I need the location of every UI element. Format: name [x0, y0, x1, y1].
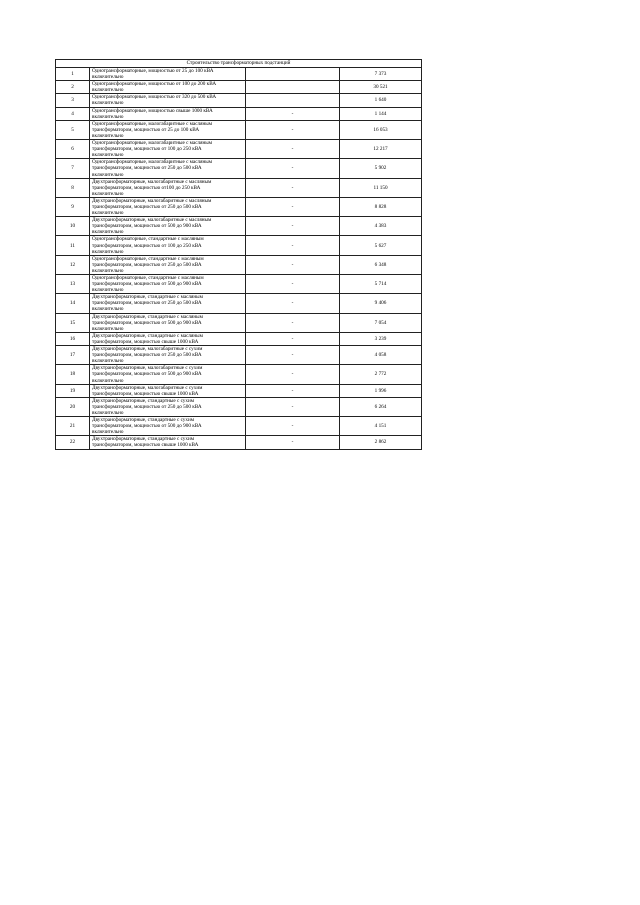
row-value: 4 058: [340, 346, 422, 365]
row-description: [90, 68, 246, 81]
table-row: [56, 159, 422, 178]
table-row: [56, 294, 422, 313]
row-marker: -: [246, 255, 340, 274]
row-marker: [246, 94, 340, 107]
table-row: [56, 107, 422, 120]
row-description-text: Однотрансформаторные, малогабаритные с масляным трансформатором, мощностью от 250 до 500 кВА включительно: [92, 159, 213, 178]
table-row: [56, 217, 422, 236]
row-number: 12: [56, 255, 90, 274]
row-value: 7 373: [340, 68, 422, 81]
row-number: 9: [56, 197, 90, 216]
row-marker: -: [246, 397, 340, 416]
row-number: 13: [56, 275, 90, 294]
row-description: [90, 159, 246, 178]
table-row: [56, 384, 422, 397]
table-row: [56, 236, 422, 255]
row-number: 1: [56, 68, 90, 81]
row-description-text: Двухтрансформаторные, стандартные с масляным трансформатором, мощностью от 250 до 500 кВА включительно: [92, 294, 203, 313]
row-description-text: Двухтрансформаторные, малогабаритные с сухим трансформатором, мощностью свыше 1000 кВА: [92, 384, 203, 397]
row-number: 11: [56, 236, 90, 255]
row-value: 16 053: [340, 120, 422, 139]
row-description-text: Двухтрансформаторные, малогабаритные с сухим трансформатором, мощностью от 250 до 500 кВА включительно: [92, 346, 203, 365]
row-description: [90, 417, 246, 436]
row-description: [90, 255, 246, 274]
row-description: [90, 236, 246, 255]
row-description-text: Двухтрансформаторные, стандартные с масляным трансформатором, мощностью свыше 1000 кВА: [92, 332, 203, 345]
row-marker: -: [246, 236, 340, 255]
row-marker: -: [246, 107, 340, 120]
row-number: 10: [56, 217, 90, 236]
row-description-text: Однотрансформаторные, малогабаритные с масляным трансформатором, мощностью от 100 до 250 кВА включительно: [92, 140, 213, 159]
row-description-text: Однотрансформаторные, стандартные с масляным трансформатором, мощностью от 500 до 900 кВА включительно: [92, 275, 204, 294]
row-value: 1 996: [340, 384, 422, 397]
row-number: 18: [56, 365, 90, 384]
row-description-text: Двухтрансформаторные, стандартные с сухим трансформатором, мощностью от 250 до 500 кВА включительно: [92, 397, 202, 416]
row-description: [90, 294, 246, 313]
row-marker: -: [246, 436, 340, 449]
row-value: 8 828: [340, 197, 422, 216]
row-description: [90, 275, 246, 294]
row-marker: -: [246, 346, 340, 365]
row-description: [90, 332, 246, 345]
table-row: [56, 275, 422, 294]
row-description-text: Однотрансформаторные, мощностью свыше 1000 кВА включительно: [92, 107, 213, 120]
row-description-text: Двухтрансформаторные, стандартные с сухим трансформатором, мощностью от 500 до 900 кВА включительно: [92, 417, 202, 436]
row-description: [90, 346, 246, 365]
row-description-text: Двухтрансформаторные, малогабаритные с масляным трансформатором, мощностью от100 до 250 кВА включительно: [92, 178, 212, 197]
row-marker: -: [246, 275, 340, 294]
table-row: [56, 346, 422, 365]
row-marker: -: [246, 178, 340, 197]
row-description-text: Однотрансформаторные, мощностью от 100 до 200 кВА включительно: [92, 81, 217, 94]
row-value: 9 406: [340, 294, 422, 313]
row-description: [90, 140, 246, 159]
row-marker: -: [246, 365, 340, 384]
row-description-text: Двухтрансформаторные, стандартные с сухим трансформатором, мощностью свыше 1000 кВА: [92, 436, 199, 449]
row-number: 15: [56, 313, 90, 332]
row-description: [90, 120, 246, 139]
row-value: 3 239: [340, 332, 422, 345]
row-marker: [246, 81, 340, 94]
row-number: 16: [56, 332, 90, 345]
row-number: 5: [56, 120, 90, 139]
row-marker: [246, 68, 340, 81]
row-number: 6: [56, 140, 90, 159]
table-row: [56, 197, 422, 216]
price-table: [55, 59, 422, 450]
row-description-text: Двухтрансформаторные, малогабаритные с сухим трансформатором, мощностью от 500 до 900 кВА включительно: [92, 365, 203, 384]
row-description: [90, 178, 246, 197]
table-row: [56, 397, 422, 416]
row-value: 1 640: [340, 94, 422, 107]
row-marker: -: [246, 159, 340, 178]
row-value: 12 217: [340, 140, 422, 159]
row-marker: -: [246, 294, 340, 313]
row-description-text: Двухтрансформаторные, малогабаритные с масляным трансформатором, мощностью от 250 до 500 кВА включительно: [92, 197, 212, 217]
row-description: [90, 365, 246, 384]
row-value: 4 151: [340, 417, 422, 436]
row-number: 22: [56, 436, 90, 449]
row-value: 6 264: [340, 397, 422, 416]
row-description-text: Однотрансформаторные, малогабаритные с масляным трансформатором, мощностью от 25 до 100 кВА включительно: [92, 120, 213, 139]
row-description: [90, 81, 246, 94]
row-value: 2 772: [340, 365, 422, 384]
row-number: 19: [56, 384, 90, 397]
table-row: [56, 436, 422, 449]
row-value: 4 383: [340, 217, 422, 236]
row-description: [90, 107, 246, 120]
row-value: 7 054: [340, 313, 422, 332]
row-value: 5 902: [340, 159, 422, 178]
row-description: [90, 397, 246, 416]
row-number: 4: [56, 107, 90, 120]
table-row: [56, 255, 422, 274]
row-value: 5 714: [340, 275, 422, 294]
row-number: 7: [56, 159, 90, 178]
row-number: 3: [56, 94, 90, 107]
table-row: [56, 417, 422, 436]
row-description: [90, 217, 246, 236]
row-value: 30 521: [340, 81, 422, 94]
row-description: [90, 436, 246, 449]
row-value: 1 144: [340, 107, 422, 120]
table-row: [56, 178, 422, 197]
row-marker: -: [246, 332, 340, 345]
row-description-text: Однотрансформаторные, стандартные с масляным трансформатором, мощностью от 100 до 250 кВА включительно: [92, 236, 204, 255]
row-value: 2 862: [340, 436, 422, 449]
table-row: [56, 313, 422, 332]
row-marker: -: [246, 217, 340, 236]
table-row: [56, 68, 422, 81]
row-description-text: Однотрансформаторные, мощностью от 25 до 100 кВА включительно: [92, 68, 214, 81]
row-description-text: Однотрансформаторные, стандартные с масляным трансформатором, мощностью от 250 до 500 кВА включительно: [92, 255, 204, 274]
row-number: 14: [56, 294, 90, 313]
row-description-text: Однотрансформаторные, мощностью от 320 до 500 кВА включительно: [92, 94, 217, 107]
row-value: 11 150: [340, 178, 422, 197]
table-title-row: [56, 60, 422, 68]
row-description-text: Двухтрансформаторные, стандартные с масляным трансформатором, мощностью от 500 до 900 кВА включительно: [92, 313, 203, 332]
table-row: [56, 120, 422, 139]
table-row: [56, 332, 422, 345]
row-marker: -: [246, 313, 340, 332]
row-number: 20: [56, 397, 90, 416]
row-number: 17: [56, 346, 90, 365]
row-marker: -: [246, 140, 340, 159]
row-marker: -: [246, 384, 340, 397]
row-value: 6 348: [340, 255, 422, 274]
row-description: [90, 197, 246, 216]
row-number: 8: [56, 178, 90, 197]
row-marker: -: [246, 197, 340, 216]
table-row: [56, 140, 422, 159]
price-table-sheet: [55, 59, 421, 450]
row-number: 2: [56, 81, 90, 94]
row-number: 21: [56, 417, 90, 436]
row-value: 5 627: [340, 236, 422, 255]
table-row: [56, 81, 422, 94]
table-row: [56, 365, 422, 384]
row-description: [90, 384, 246, 397]
row-description-text: Двухтрансформаторные, малогабаритные с масляным трансформатором, мощностью от 500 до 900 кВА включительно: [92, 217, 212, 236]
row-description: [90, 313, 246, 332]
row-marker: -: [246, 417, 340, 436]
row-description: [90, 94, 246, 107]
table-row: [56, 94, 422, 107]
table-title: Строительство трансформаторных подстанций: [56, 60, 422, 68]
row-marker: -: [246, 120, 340, 139]
